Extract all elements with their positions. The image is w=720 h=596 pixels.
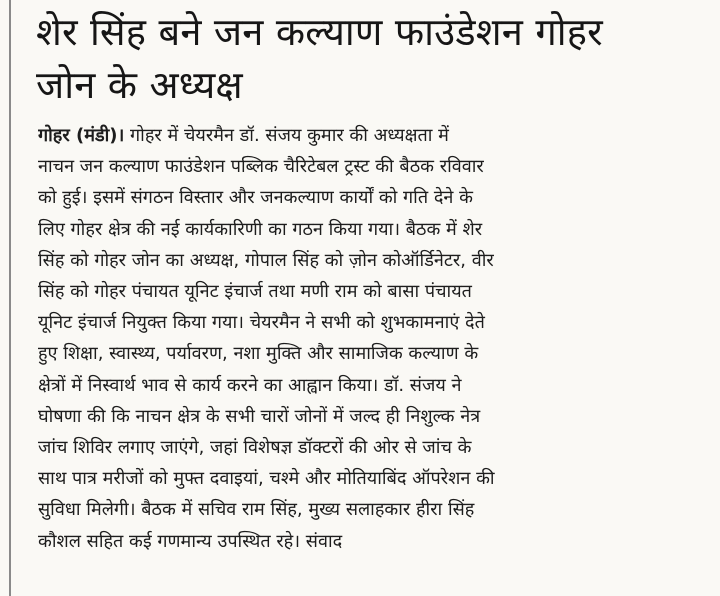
body-line: सिंह को गोहर जोन का अध्यक्ष, गोपाल सिंह को ज़ोन कोऑर्डिनेटर, वीर [38,249,494,271]
headline [36,6,696,112]
body-line: नाचन जन कल्याण फाउंडेशन पब्लिक चैरिटेबल ट्रस्ट की बैठक रविवार [38,156,484,178]
dateline: गोहर (मंडी)। [38,125,125,146]
body-line: हुए शिक्षा, स्वास्थ्य, पर्यावरण, नशा मुक्ति और सामाजिक कल्याण के [38,343,479,365]
body-line: घोषणा की कि नाचन क्षेत्र के सभी चारों जोनों में जल्द ही निशुल्क नेत्र [38,405,481,427]
article-body [38,120,710,557]
headline-line-2: जोन के अध्यक्ष [36,63,243,107]
body-line: कौशल सहित कई गणमान्य उपस्थित रहे। संवाद [38,530,343,552]
column-rule [9,0,11,596]
body-line: सुविधा मिलेगी। बैठक में सचिव राम सिंह, मुख्य सलाहकार हीरा सिंह [38,499,475,521]
body-line: क्षेत्रों में निस्वार्थ भाव से कार्य करने का आह्वान किया। डॉ. संजय ने [38,374,462,396]
body-line: लिए गोहर क्षेत्र की नई कार्यकारिणी का गठन किया गया। बैठक में शेर [38,218,483,240]
headline-line-1: शेर सिंह बने जन कल्याण फाउंडेशन गोहर [36,10,603,54]
body-line: साथ पात्र मरीजों को मुफ्त दवाइयां, चश्मे और मोतियाबिंद ऑपरेशन की [38,468,495,490]
body-line: यूनिट इंचार्ज नियुक्त किया गया। चेयरमैन ने सभी को शुभकामनाएं देते [38,312,485,334]
body-line-text: गोहर में चेयरमैन डॉ. संजय कुमार की अध्यक्षता में [124,125,449,146]
body-line [38,120,710,151]
body-line: सिंह को गोहर पंचायत यूनिट इंचार्ज तथा मणी राम को बासा पंचायत [38,281,472,303]
body-line: जांच शिविर लगाए जाएंगे, जहां विशेषज्ञ डॉक्टरों की ओर से जांच के [38,437,472,459]
body-line: को हुई। इसमें संगठन विस्तार और जनकल्याण कार्यों को गति देने के [38,187,473,209]
